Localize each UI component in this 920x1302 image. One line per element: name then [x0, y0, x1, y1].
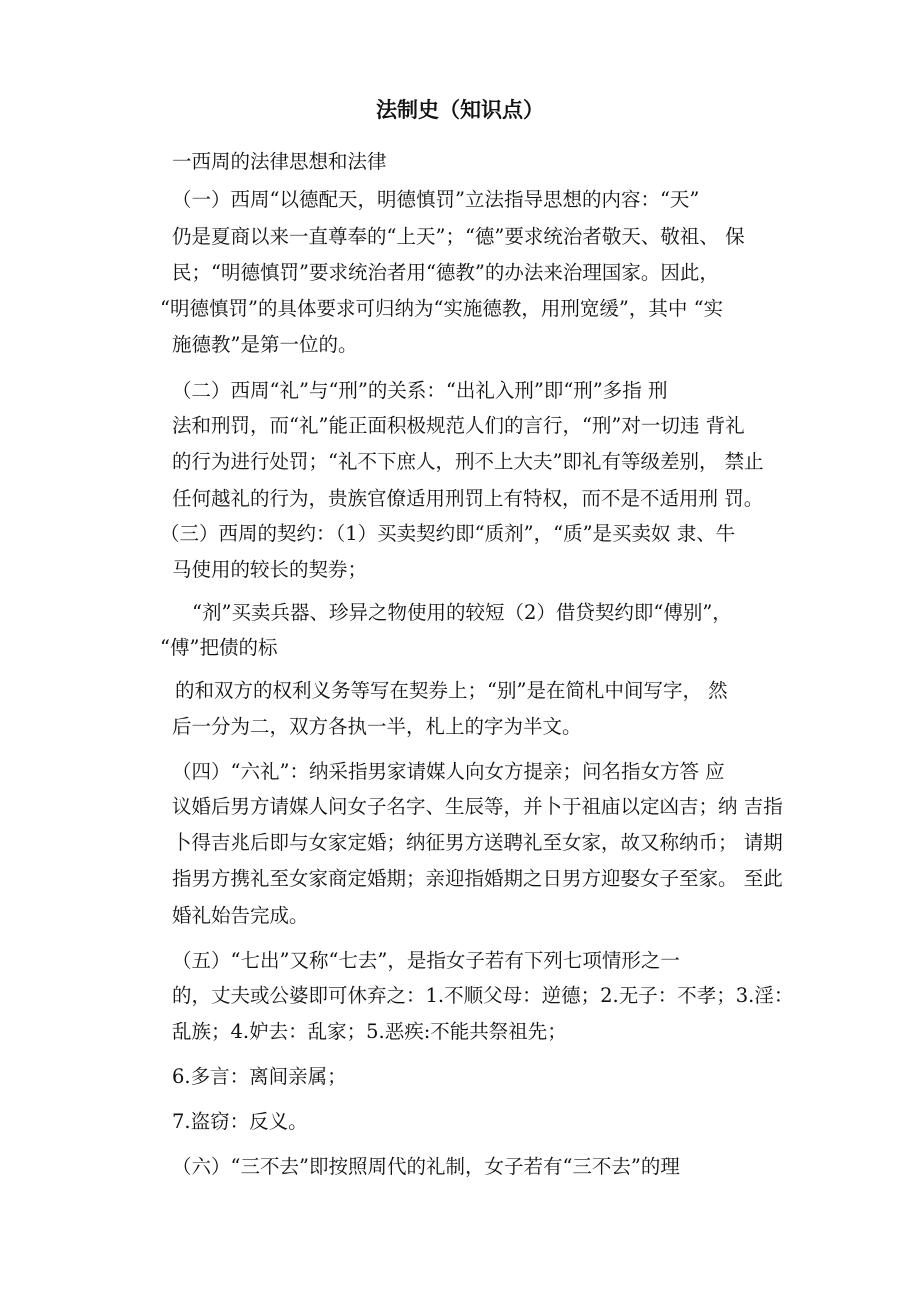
text-line: （一）西周“以德配天，明德慎罚”立法指导思想的内容：“天”	[172, 188, 700, 211]
text-line: 6.多言：离间亲属；	[172, 1065, 347, 1088]
text-line: （四）“六礼”：纳采指男家请媒人向女方提亲；问名指女方答 应	[172, 760, 725, 783]
text-line: （五）“七出”又称“七去”，是指女子若有下列七项情形之一	[172, 949, 680, 972]
text-line: 议婚后男方请媒人问女子名字、生辰等，并卜于祖庙以定凶吉；纳 吉指	[172, 795, 783, 818]
text-line: 婚礼始告完成。	[172, 904, 309, 927]
text-line: “傅”把债的标	[160, 636, 278, 659]
text-line: （三）西周的契约：（1）买卖契约即“质剂”，“质”是买卖奴 隶、牛	[160, 522, 736, 545]
text-line: 法和刑罚，而“礼”能正面积极规范人们的言行，“刑”对一切违 背礼	[172, 414, 745, 437]
text-line: 指男方携礼至女家商定婚期；亲迎指婚期之日男方迎娶女子至家。 至此	[172, 867, 783, 890]
text-line: “剂”买卖兵器、珍异之物使用的较短（2）借贷契约即“傅别”，	[192, 601, 732, 624]
text-line: 乱族；4.妒去：乱家；5.恶疾:不能共祭祖先；	[172, 1020, 567, 1043]
text-line: 的，丈夫或公婆即可休弃之：1.不顺父母：逆德；2.无子：不孝；3.淫：	[172, 984, 794, 1007]
text-line: 的行为进行处罚；“礼不下庶人，刑不上大夫”即礼有等级差别， 禁止	[172, 450, 764, 473]
text-line: “明德慎罚”的具体要求可归纳为“实施德教，用刑宽缓”，其中 “实	[160, 297, 724, 320]
text-line: 一西周的法律思想和法律	[172, 150, 387, 173]
text-line: 的和双方的权利义务等写在契券上；“别”是在简札中间写字， 然	[175, 679, 728, 702]
text-line: 马使用的较长的契券；	[172, 558, 368, 581]
text-line: 仍是夏商以来一直尊奉的“上天”；“德”要求统治者敬天、敬祖、 保	[172, 225, 745, 248]
text-line: 7.盗窃：反义。	[172, 1110, 308, 1133]
text-line: 卜得吉兆后即与女家定婚；纳征男方送聘礼至女家，故又称纳币； 请期	[172, 831, 783, 854]
text-line: 施德教”是第一位的。	[172, 333, 358, 356]
text-line: 民；“明德慎罚”要求统治者用“德教”的办法来治理国家。因此，	[172, 261, 719, 284]
text-line: 后一分为二，双方各执一半，札上的字为半文。	[172, 715, 582, 738]
text-line: 任何越礼的行为，贵族官僚适用刑罚上有特权，而不是不适用刑 罚。	[172, 487, 764, 510]
page-title: 法制史（知识点）	[376, 98, 544, 122]
text-line: （六）“三不去”即按照周代的礼制，女子若有“三不去”的理	[172, 1155, 680, 1178]
text-line: （二）西周“礼”与“刑”的关系：“出礼入刑”即“刑”多指 刑	[172, 379, 668, 402]
